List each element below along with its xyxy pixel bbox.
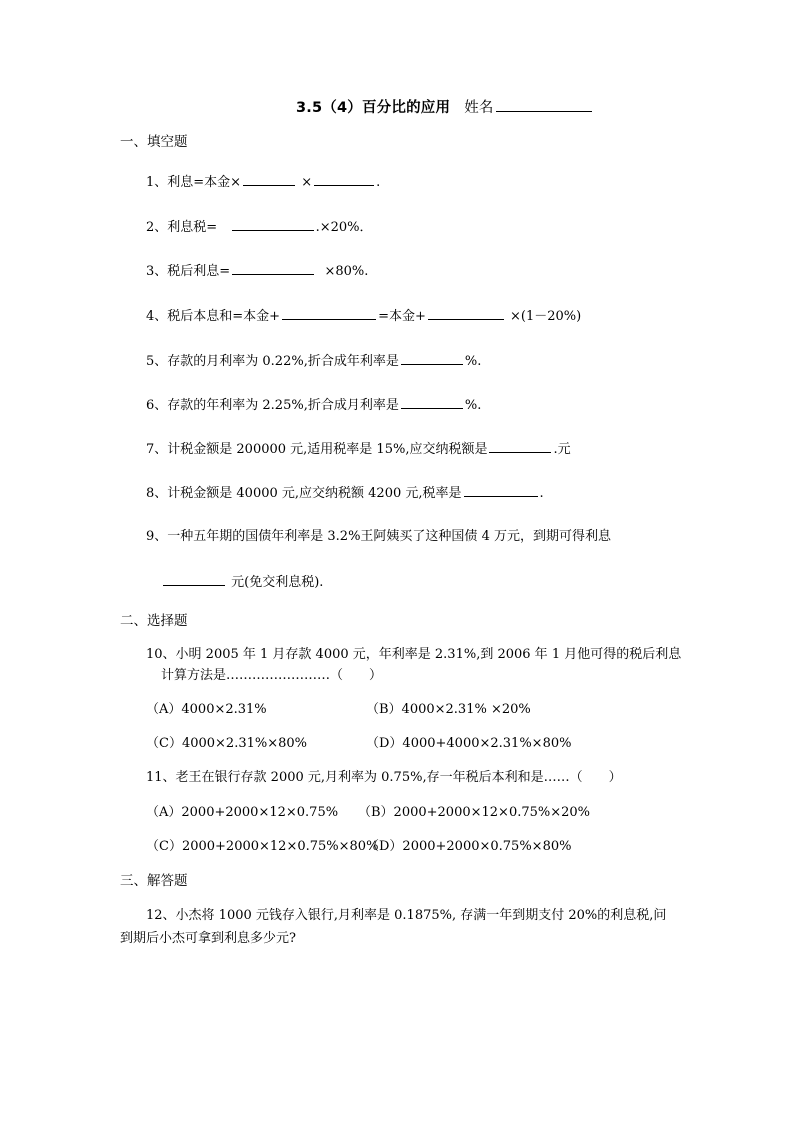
q10-option-b[interactable]: （B）4000×2.31% ×20% [366, 702, 531, 717]
question-11-line-1: 11、老王在银行存款 2000 元,月利率为 0.75%,存一年税后本利和是……（ ） [146, 770, 622, 785]
question-3 [146, 261, 368, 281]
question-9-line-2 [161, 572, 323, 592]
section-fill-blank-heading: 一、填空题 [120, 134, 188, 150]
question-12-line-2: 到期后小杰可拿到利息多少元? [120, 931, 296, 946]
q8-blank-1[interactable] [464, 483, 538, 497]
question-5 [146, 351, 481, 371]
q4-text-c: ×(1－20%) [510, 309, 582, 324]
q9-text-b: 元(免交利息税). [231, 575, 324, 590]
title-text: 3.5（4）百分比的应用 [296, 100, 451, 116]
question-1 [146, 172, 380, 192]
section-answer-heading: 三、解答题 [120, 873, 188, 889]
q7-text-b: .元 [553, 442, 571, 457]
q10-option-c[interactable]: （C）4000×2.31%×80% [146, 736, 308, 751]
q1-text-a: 1、利息=本金× [146, 175, 242, 190]
q6-blank-1[interactable] [401, 395, 463, 409]
q8-text-b: . [539, 486, 544, 501]
q2-blank-1[interactable] [232, 217, 314, 231]
q10-option-a[interactable]: （A）4000×2.31% [146, 702, 267, 717]
question-9 [146, 528, 611, 546]
q5-text-b: %. [464, 354, 482, 369]
q7-text-a: 7、计税金额是 200000 元,适用税率是 15%,应交纳税额是 [146, 442, 488, 457]
q3-text-b: ×80%. [324, 264, 369, 279]
q9-text-a: 9、一种五年期的国债年利率是 3.2%王阿姨买了这种国债 4 万元，到期可得利息 [146, 529, 611, 544]
q1-text-b: × [301, 175, 313, 190]
q11-option-a[interactable]: （A）2000+2000×12×0.75% [146, 805, 339, 820]
q4-text-a: 4、税后本息和=本金+ [146, 309, 281, 324]
question-10-line-1: 10、小明 2005 年 1 月存款 4000 元，年利率是 2.31%,到 2006 年 1 月他可得的税后利息 [146, 647, 682, 662]
section-multiple-choice-heading: 二、选择题 [120, 613, 188, 629]
q7-blank-1[interactable] [489, 439, 551, 453]
q1-blank-1[interactable] [243, 172, 295, 186]
question-2 [146, 217, 373, 237]
q2-text-b: .×20%． [315, 220, 373, 235]
question-4 [146, 306, 581, 326]
q10-option-d[interactable]: （D）4000+4000×2.31%×80% [366, 736, 572, 751]
q1-text-c: . [376, 175, 381, 190]
question-12-line-1: 12、小杰将 1000 元钱存入银行,月利率是 0.1875%, 存满一年到期支付 20%的利息税,问 [146, 908, 667, 923]
q11-option-d[interactable]: （D）2000+2000×0.75%×80% [366, 839, 572, 854]
page-title [296, 98, 594, 117]
q2-text-a: 2、利息税= [146, 220, 218, 235]
q11-option-b[interactable]: （B）2000+2000×12×0.75%×20% [358, 805, 591, 820]
q4-blank-2[interactable] [428, 306, 504, 320]
q11-option-c[interactable]: （C）2000+2000×12×0.75%×80% [146, 839, 379, 854]
q3-blank-1[interactable] [232, 261, 314, 275]
q8-text-a: 8、计税金额是 40000 元,应交纳税额 4200 元,税率是 [146, 486, 462, 501]
q1-blank-2[interactable] [314, 172, 374, 186]
name-blank[interactable] [496, 98, 592, 112]
q4-text-b: =本金+ [378, 309, 426, 324]
q3-text-a: 3、税后利息= [146, 264, 231, 279]
q5-blank-1[interactable] [401, 351, 463, 365]
name-label: 姓名 [464, 100, 494, 116]
q5-text-a: 5、存款的月利率为 0.22%,折合成年利率是 [146, 354, 399, 369]
q9-blank-1[interactable] [163, 572, 225, 586]
question-7 [146, 439, 571, 459]
question-10-line-2: 计算方法是……………………（ ） [161, 668, 383, 683]
q6-text-b: %. [464, 398, 482, 413]
q6-text-a: 6、存款的年利率为 2.25%,折合成月利率是 [146, 398, 399, 413]
question-8 [146, 483, 544, 503]
question-6 [146, 395, 481, 415]
q4-blank-1[interactable] [282, 306, 376, 320]
